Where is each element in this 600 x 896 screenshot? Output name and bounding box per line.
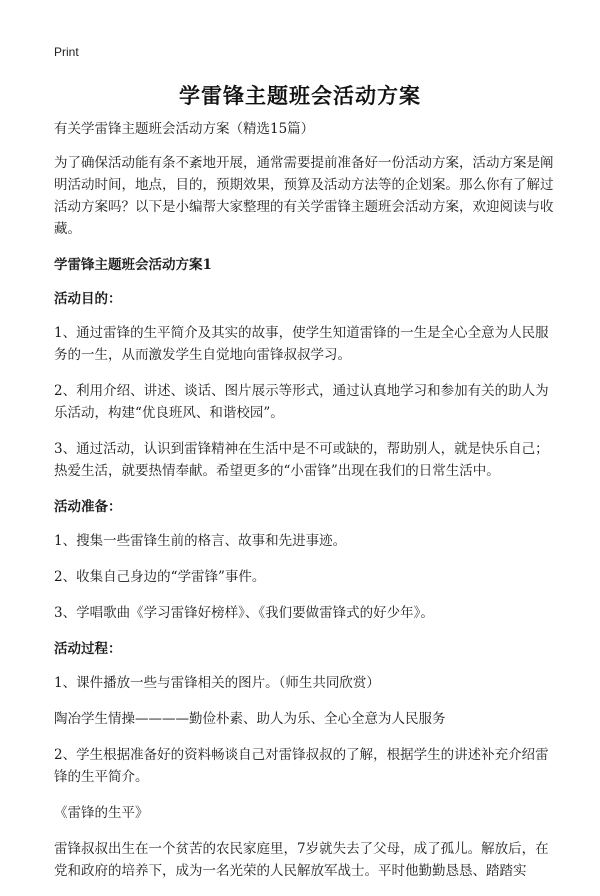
intro-paragraph: 为了确保活动能有条不紊地开展，通常需要提前准备好一份活动方案，活动方案是阐明活动时间，地点，目的，预期效果，预算及活动方法等的企划案。那么你有了解过活动方案吗？以下是小编帮大家整理的有关学雷锋主题班会活动方案，欢迎阅读与收藏。: [54, 155, 554, 237]
page-title: 学雷锋主题班会活动方案: [179, 83, 421, 108]
prep-item: 3、学唱歌曲《学习雷锋好榜样》、《我们要做雷锋式的好少年》。: [54, 605, 434, 621]
process-heading: 活动过程：: [54, 641, 122, 657]
print-link[interactable]: Print: [54, 45, 79, 59]
process-item: 陶冶学生情操————勤俭朴素、助人为乐、全心全意为人民服务: [54, 711, 446, 727]
prep-heading: 活动准备：: [54, 499, 122, 515]
process-item: 2、学生根据准备好的资料畅谈自己对雷锋叔叔的了解，根据学生的讲述补充介绍雷锋的生平简介。: [54, 747, 549, 785]
section-title: 学雷锋主题班会活动方案1: [54, 257, 212, 273]
process-item: 1、课件播放一些与雷锋相关的图片。（师生共同欣赏）: [54, 675, 380, 691]
document-body: [54, 118, 554, 896]
purpose-item: 1、通过雷锋的生平简介及其实的故事，使学生知道雷锋的一生是全心全意为人民服务的一生，从而激发学生自觉地向雷锋叔叔学习。: [54, 325, 549, 363]
purpose-item: 3、通过活动，认识到雷锋精神在生活中是不可或缺的，帮助别人，就是快乐自己；热爱生活，就要热情奉献。希望更多的“小雷锋”出现在我们的日常生活中。: [54, 441, 549, 479]
document-subtitle: 有关学雷锋主题班会活动方案（精选15篇）: [54, 121, 315, 137]
purpose-item: 2、利用介绍、讲述、谈话、图片展示等形式，通过认真地学习和参加有关的助人为乐活动，构建“优良班风、和谐校园”。: [54, 383, 549, 421]
prep-item: 2、收集自己身边的“学雷锋”事件。: [54, 569, 266, 585]
purpose-heading: 活动目的：: [54, 291, 122, 307]
process-item: 雷锋叔叔出生在一个贫苦的农民家庭里，7岁就失去了父母，成了孤儿。解放后，在党和政府的培养下，成为一名光荣的人民解放军战士。平时他勤勤恳恳、踏踏实: [54, 841, 549, 879]
prep-item: 1、搜集一些雷锋生前的格言、故事和先进事迹。: [54, 533, 347, 549]
process-item: 《雷锋的生平》: [54, 805, 149, 821]
